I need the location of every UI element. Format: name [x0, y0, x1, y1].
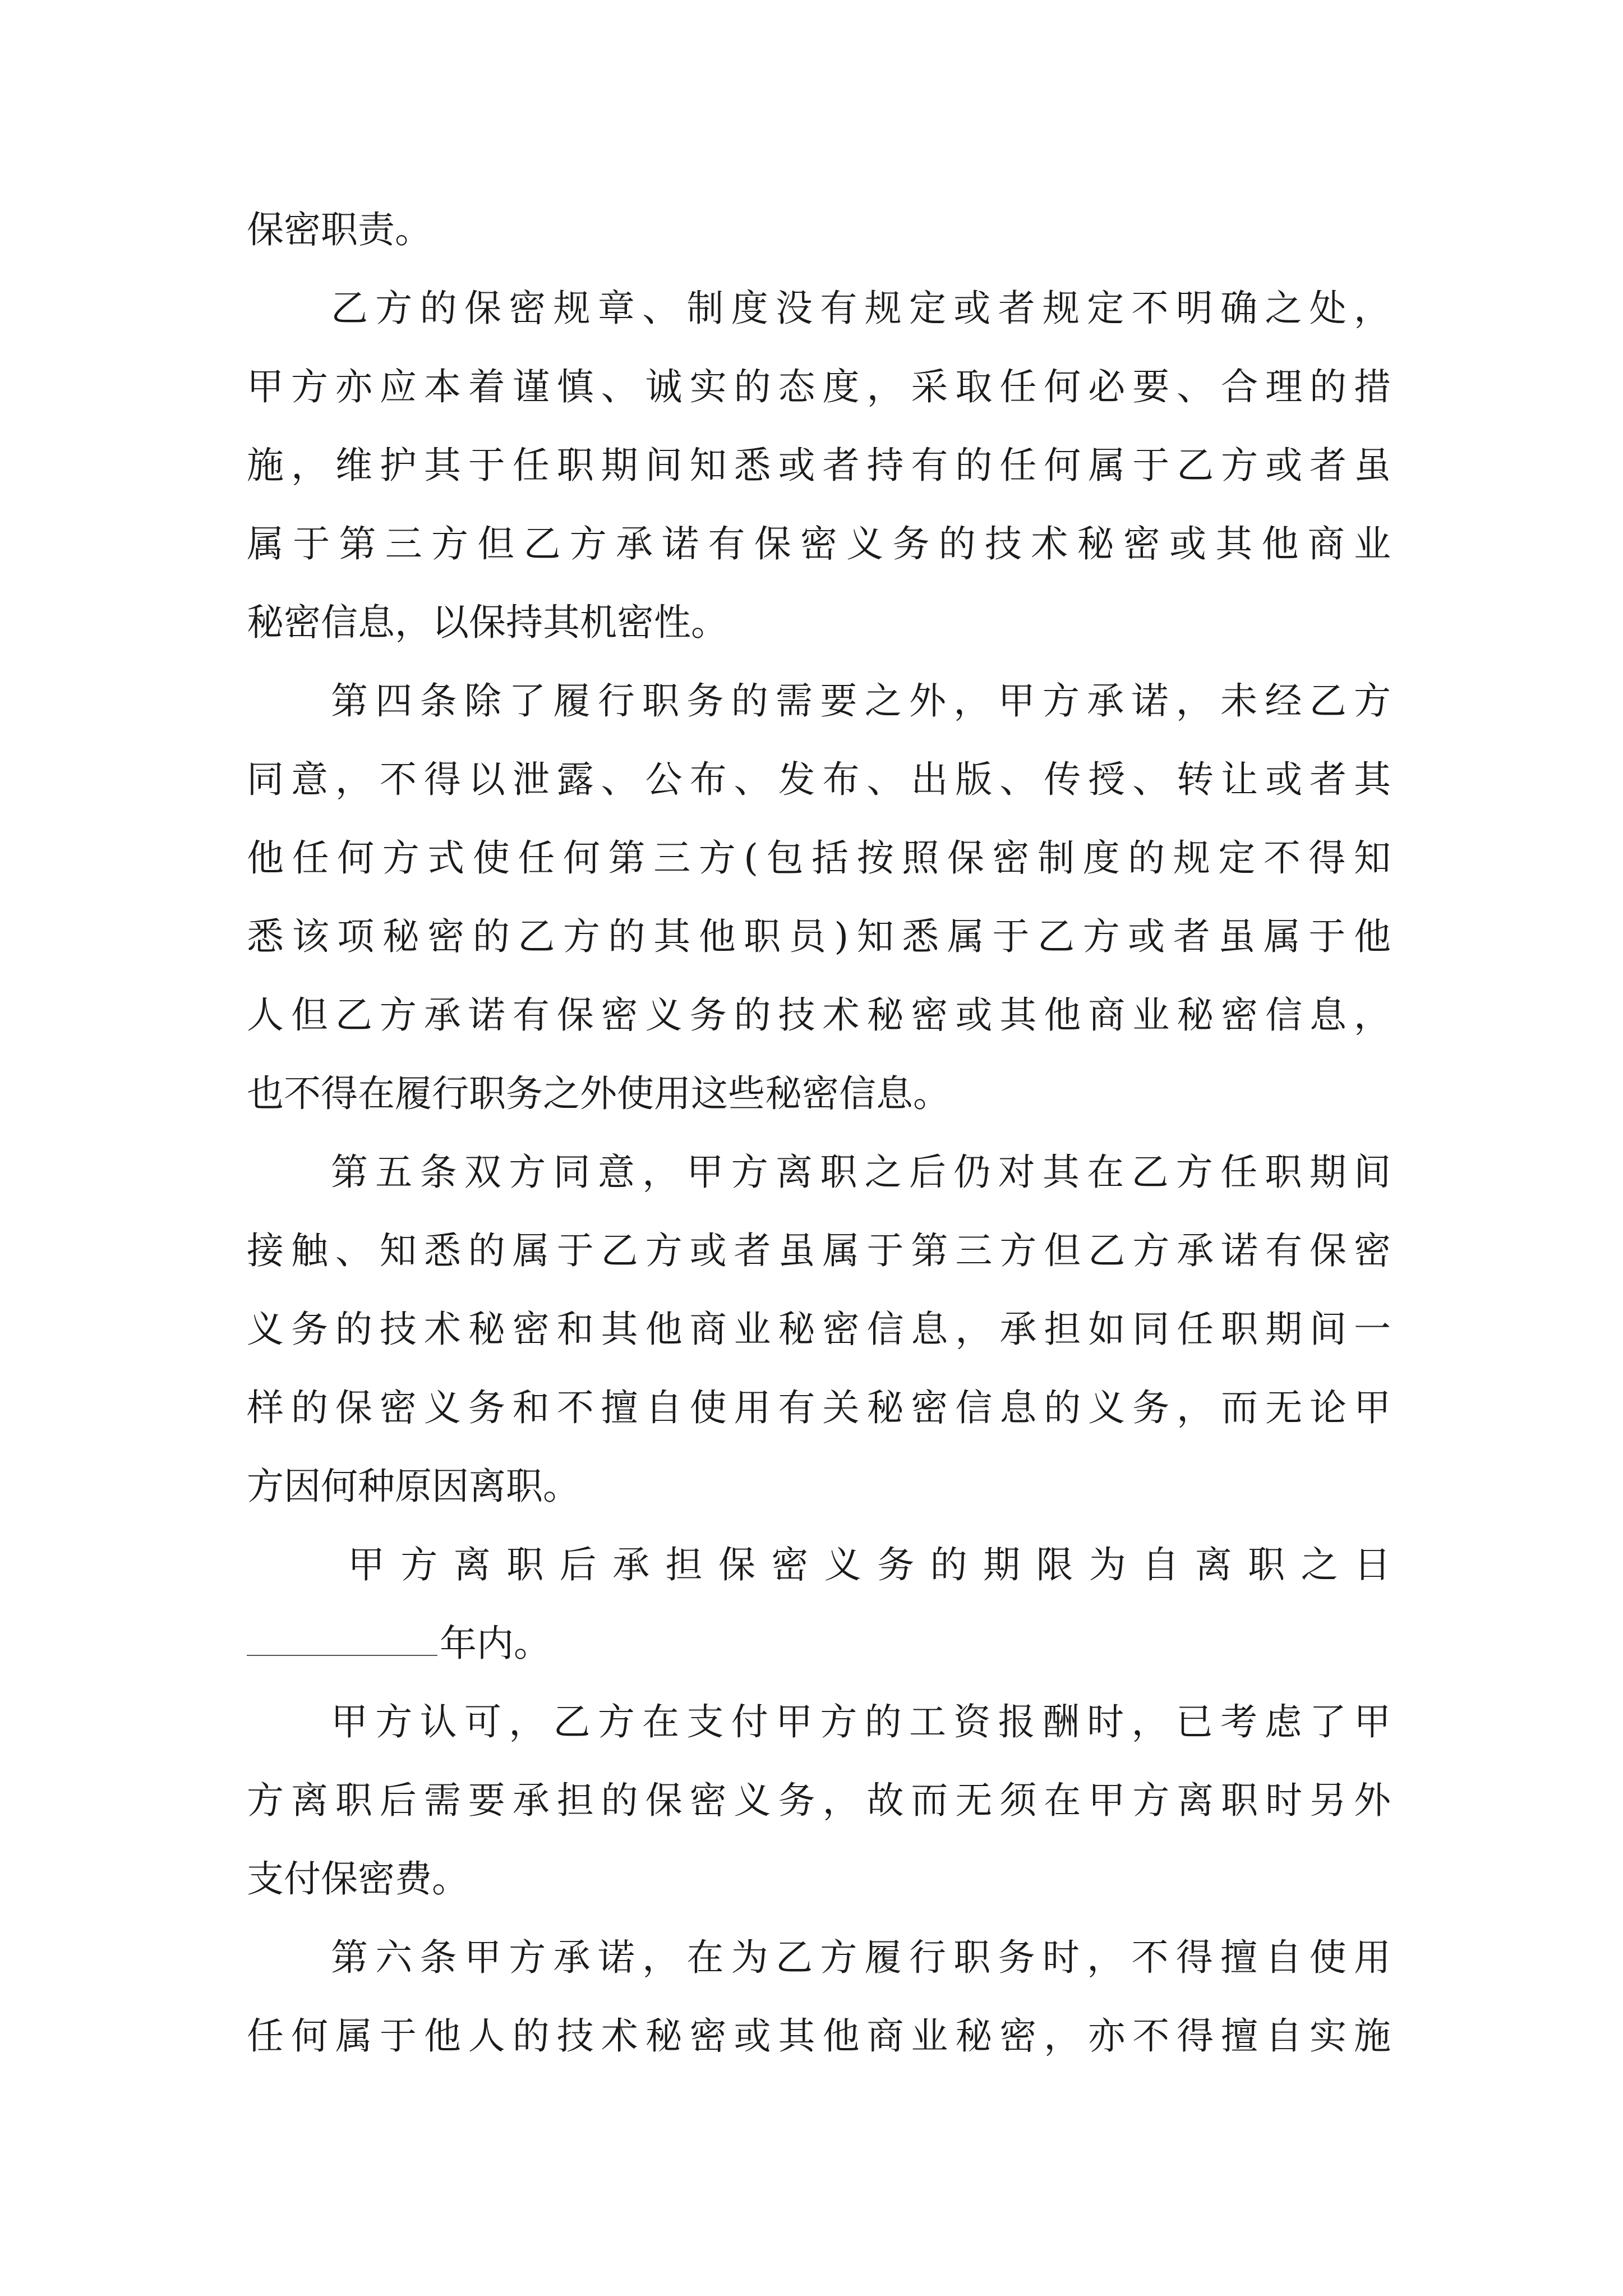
text-line: 支付保密费。: [247, 1857, 469, 1901]
text-line: 甲方亦应本着谨慎、诚实的态度，采取任何必要、合理的措: [247, 365, 1391, 408]
text-fragment: 年内。: [440, 1622, 551, 1665]
text-line: 甲方离职后承担保密义务的期限为自离职之日: [348, 1543, 1391, 1586]
text-line: 方离职后需要承担的保密义务，故而无须在甲方离职时另外: [247, 1779, 1391, 1822]
text-line: 第四条除了履行职务的需要之外，甲方承诺，未经乙方: [331, 679, 1391, 723]
text-line: 乙方的保密规章、制度没有规定或者规定不明确之处，: [331, 287, 1391, 330]
text-line: 也不得在履行职务之外使用这些秘密信息。: [247, 1072, 950, 1115]
text-line: 第六条甲方承诺，在为乙方履行职务时，不得擅自使用: [331, 1936, 1391, 1979]
fill-in-blank: [247, 1621, 437, 1656]
text-line-with-blank: [247, 1616, 1391, 1672]
text-line: 属于第三方但乙方承诺有保密义务的技术秘密或其他商业: [247, 522, 1391, 565]
text-line: 秘密信息，以保持其机密性。: [247, 601, 728, 644]
text-line: 他任何方式使任何第三方(包括按照保密制度的规定不得知: [247, 836, 1391, 880]
text-line: 第五条双方同意，甲方离职之后仍对其在乙方任职期间: [331, 1151, 1391, 1194]
text-line: 方因何种原因离职。: [247, 1465, 580, 1508]
text-line: 人但乙方承诺有保密义务的技术秘密或其他商业秘密信息，: [247, 993, 1391, 1037]
text-line: 义务的技术秘密和其他商业秘密信息，承担如同任职期间一: [247, 1308, 1391, 1351]
text-line: 保密职责。: [247, 208, 432, 251]
text-line: 样的保密义务和不擅自使用有关秘密信息的义务，而无论甲: [247, 1386, 1391, 1429]
text-line: 甲方认可，乙方在支付甲方的工资报酬时，已考虑了甲: [331, 1700, 1391, 1743]
text-line: 施，维护其于任职期间知悉或者持有的任何属于乙方或者虽: [247, 444, 1391, 487]
text-line: 悉该项秘密的乙方的其他职员)知悉属于乙方或者虽属于他: [247, 915, 1391, 958]
text-line: 任何属于他人的技术秘密或其他商业秘密，亦不得擅自实施: [247, 2014, 1391, 2058]
text-line: 同意，不得以泄露、公布、发布、出版、传授、转让或者其: [247, 758, 1391, 801]
text-line: 接触、知悉的属于乙方或者虽属于第三方但乙方承诺有保密: [247, 1229, 1391, 1272]
